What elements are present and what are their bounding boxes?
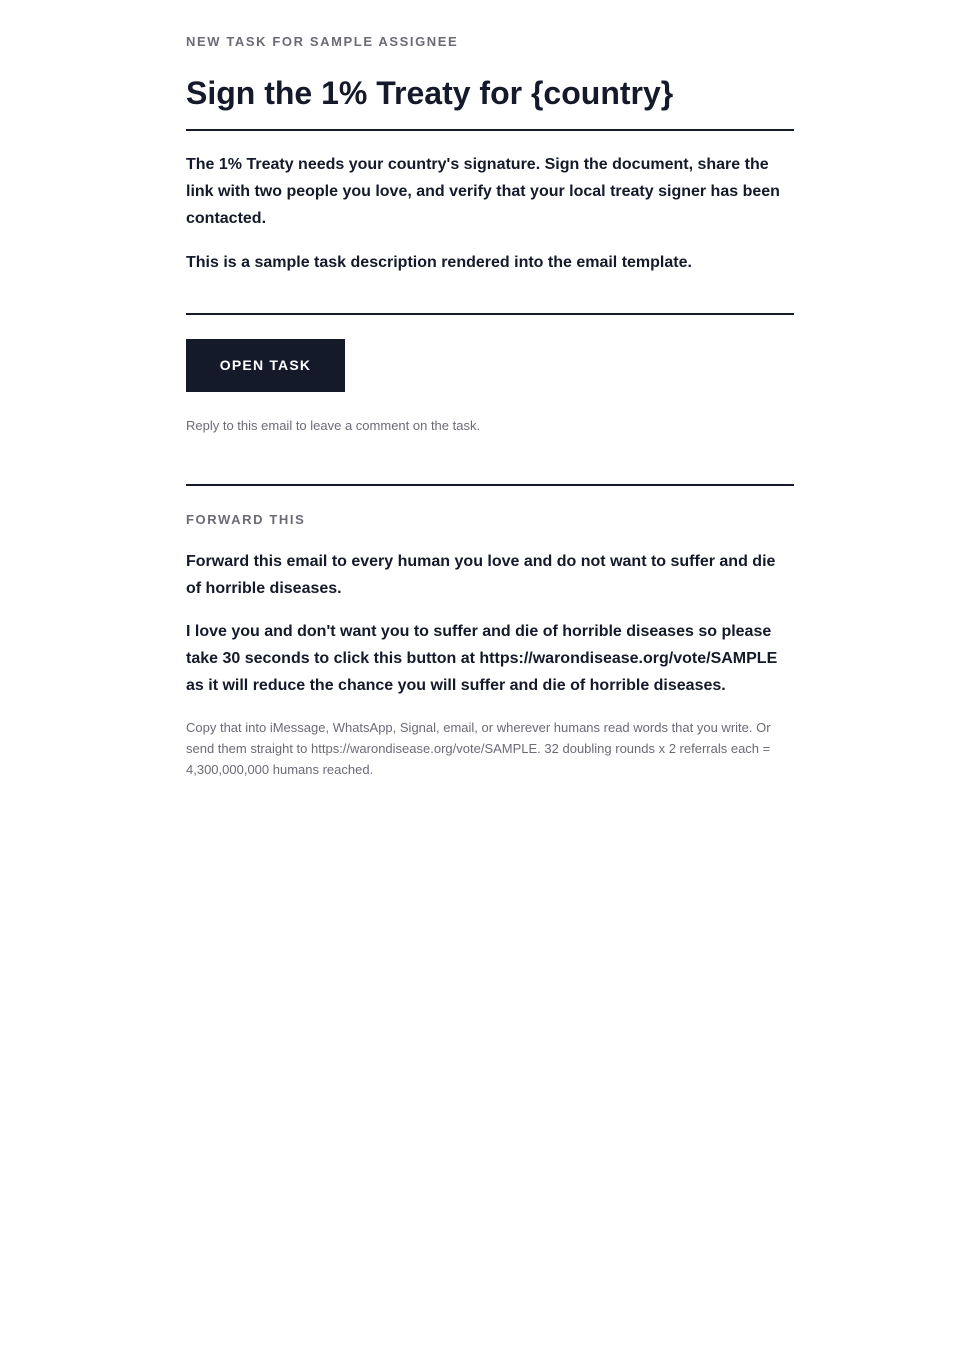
title-divider: [186, 129, 794, 131]
task-intro: The 1% Treaty needs your country's signature. Sign the document, share the link with two people you love, and verify that your local treaty signer has been contacted.: [186, 156, 780, 227]
task-description: This is a sample task description rendered into the email template.: [186, 254, 692, 271]
open-task-button[interactable]: OPEN TASK: [186, 339, 345, 392]
page-title: Sign the 1% Treaty for {country}: [186, 75, 674, 111]
forward-fine-print: Copy that into iMessage, WhatsApp, Signal, email, or wherever humans read words that you write. Or send them straight to https://warondisease.org/vote/SAMPLE. 32 doubling rounds x 2 referrals each = 4,300,000,000 humans reached.: [186, 720, 771, 777]
forward-intro: Forward this email to every human you love and do not want to suffer and die of horrible diseases.: [186, 553, 776, 597]
forward-divider: [186, 484, 794, 486]
email-container: [186, 0, 794, 780]
action-divider: [186, 313, 794, 315]
forward-eyebrow: FORWARD THIS: [186, 512, 306, 527]
reply-note: Reply to this email to leave a comment on the task.: [186, 418, 481, 433]
task-eyebrow: NEW TASK FOR SAMPLE ASSIGNEE: [186, 34, 459, 49]
forward-message: I love you and don't want you to suffer and die of horrible diseases so please take 30 seconds to click this button at https://warondisease.org/vote/SAMPLE as it will reduce the chance you will suffer and die of horrible diseases.: [186, 623, 778, 694]
